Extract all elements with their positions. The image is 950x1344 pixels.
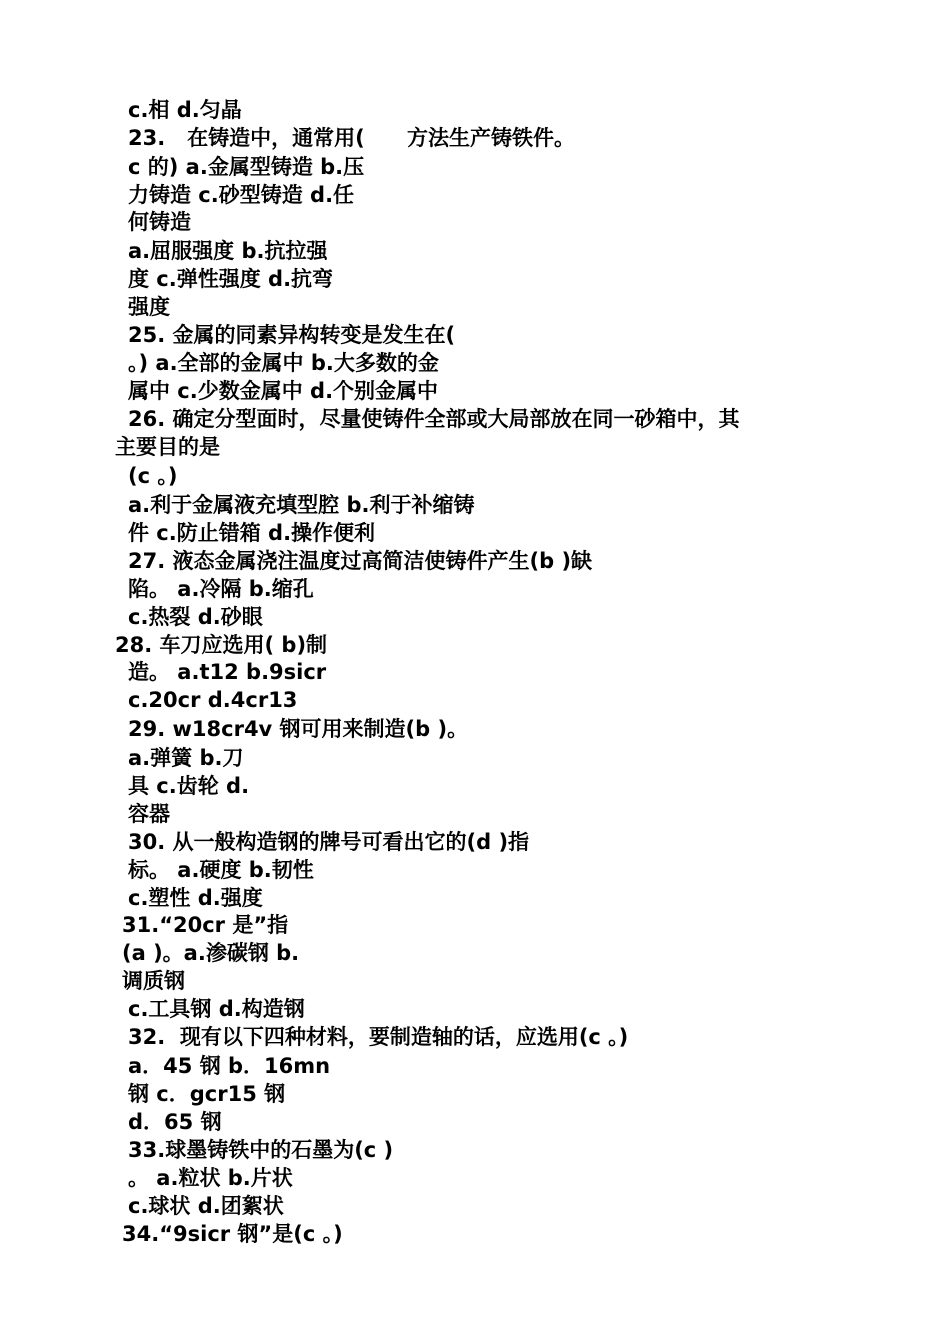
text-line: 何铸造 (128, 210, 191, 234)
question-31-line: 31.“20cr 是”指 (122, 913, 289, 937)
text-line: d．65 钢 (128, 1110, 222, 1134)
text-line: 具 c.齿轮 d. (128, 774, 250, 798)
text-line: c.球状 d.团絮状 (128, 1194, 284, 1218)
text-line: 容器 (128, 802, 170, 826)
text-line: 。) a.全部的金属中 b.大多数的金 (128, 351, 439, 375)
text-line: 属中 c.少数金属中 d.个别金属中 (128, 379, 439, 403)
question-23-line: 23. 在铸造中，通常用( (128, 126, 365, 150)
text-line: (c 。) (128, 464, 178, 488)
text-line: 度 c.弹性强度 d.抗弯 (128, 267, 334, 291)
text-line: 钢 c．gcr15 钢 (128, 1082, 286, 1106)
question-34-line: 34.“9sicr 钢”是(c 。) (122, 1222, 343, 1246)
text-line: a.屈服强度 b.抗拉强 (128, 239, 328, 263)
text-line: a.弹簧 b.刀 (128, 746, 244, 770)
text-line: 力铸造 c.砂型铸造 d.任 (128, 183, 355, 207)
text-line: 调质钢 (122, 969, 185, 993)
question-32-line: 32. 现有以下四种材料，要制造轴的话，应选用(c 。) (128, 1025, 629, 1049)
text-line: c.20cr d.4cr13 (128, 688, 298, 712)
text-line: a．45 钢 b．16mn (128, 1054, 331, 1078)
text-line: c.塑性 d.强度 (128, 886, 263, 910)
text-line: c.热裂 d.砂眼 (128, 605, 263, 629)
text-line: c.相 d.匀晶 (128, 98, 242, 122)
question-26-line: 26. 确定分型面时，尽量使铸件全部或大局部放在同一砂箱中，其 (128, 407, 740, 431)
text-line: c.工具钢 d.构造钢 (128, 997, 305, 1021)
question-28-line: 28. 车刀应选用( b)制 (115, 633, 328, 657)
question-27-line: 27. 液态金属浇注温度过高简洁使铸件产生(b )缺 (128, 549, 593, 573)
text-line: c 的) a.金属型铸造 b.压 (128, 155, 365, 179)
text-line: 。 a.粒状 b.片状 (128, 1166, 293, 1190)
text-line: 主要目的是 (115, 435, 220, 459)
question-25-line: 25. 金属的同素异构转变是发生在( (128, 323, 456, 347)
question-29-line: 29. w18cr4v 钢可用来制造(b )。 (128, 717, 469, 741)
text-line: 件 c.防止错箱 d.操作便利 (128, 521, 376, 545)
text-line: 陷。 a.冷隔 b.缩孔 (128, 577, 314, 601)
question-33-line: 33.球墨铸铁中的石墨为(c ) (128, 1138, 394, 1162)
question-23-line: 方法生产铸铁件。 (407, 126, 575, 150)
question-30-line: 30. 从一般构造钢的牌号可看出它的(d )指 (128, 830, 530, 854)
text-line: a.利于金属液充填型腔 b.利于补缩铸 (128, 493, 475, 517)
text-line: (a )。a.渗碳钢 b. (122, 941, 300, 965)
text-line: 强度 (128, 295, 170, 319)
text-line: 造。 a.t12 b.9sicr (128, 660, 327, 684)
text-line: 标。 a.硬度 b.韧性 (128, 858, 314, 882)
